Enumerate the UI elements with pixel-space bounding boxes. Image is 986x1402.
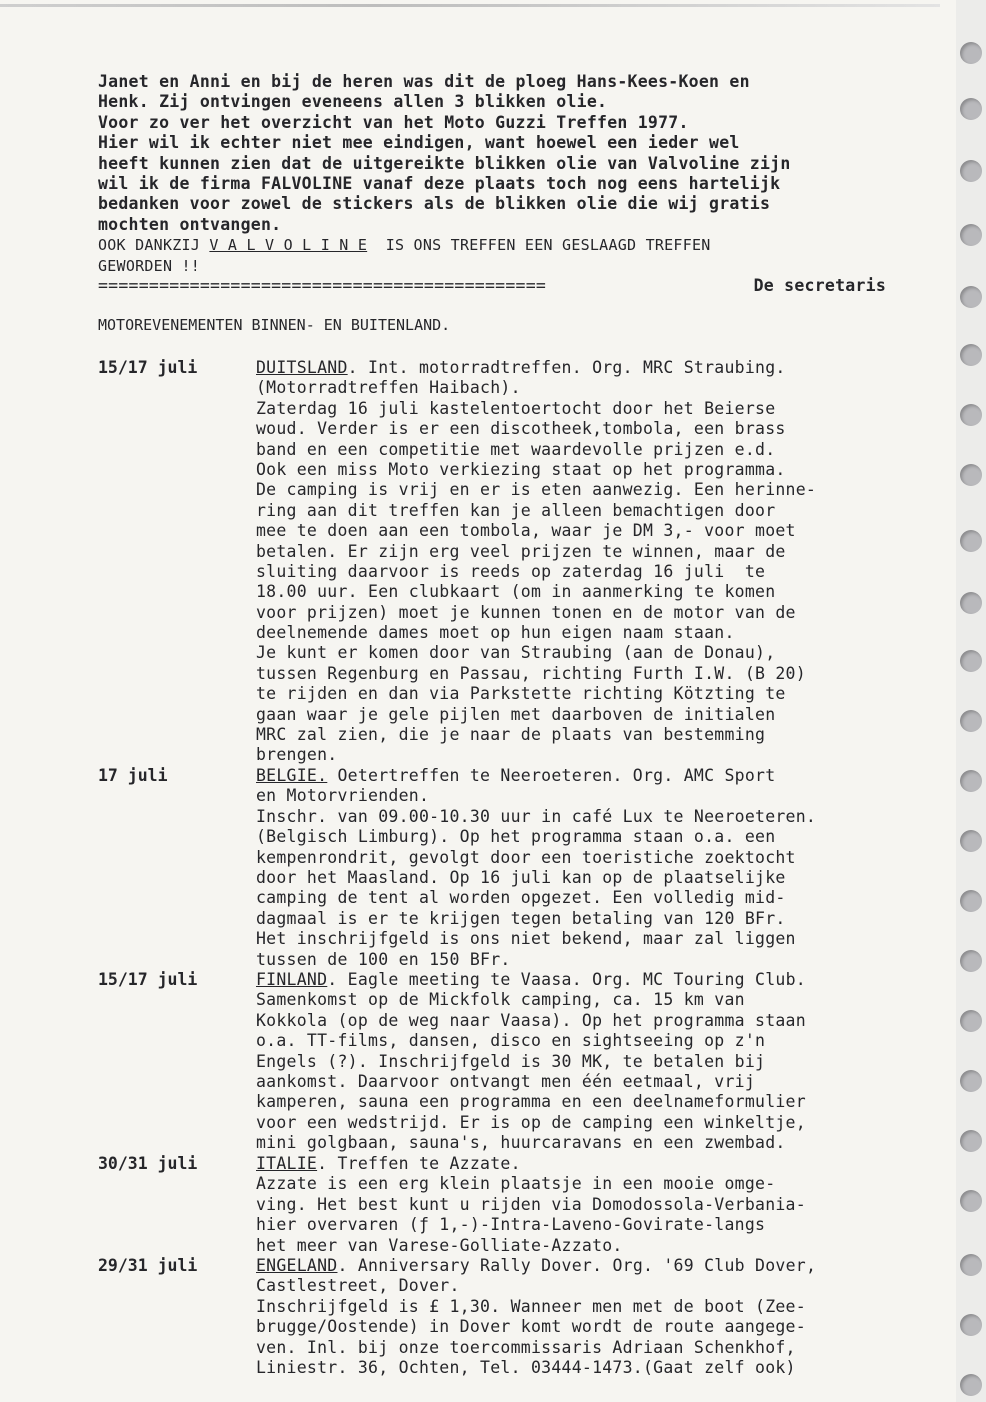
event-line: Je kunt er komen door van Straubing (aan de Donau), — [256, 643, 776, 663]
event-line: sluiting daarvoor is reeds op zaterdag 16 juli te — [256, 561, 766, 581]
intro-line: mochten ontvangen. — [98, 214, 282, 234]
event-line: mee te doen aan een tombola, waar je DM 3,- voor moet — [256, 521, 796, 541]
event-body — [256, 766, 956, 970]
binder-hole-icon — [960, 98, 982, 120]
event-line: hier overvaren (ƒ 1,-)-Intra-Laveno-Govirate-langs — [256, 1215, 766, 1235]
event-line: . Treffen te Azzate. — [317, 1154, 521, 1173]
event-line: . Eagle meeting te Vaasa. Org. MC Touring Club. — [327, 970, 806, 989]
binder-hole-icon — [960, 224, 982, 246]
event-line: ven. Inl. bij onze toercommissaris Adriaan Schenkhof, — [256, 1337, 796, 1357]
event-line: o.a. TT-films, dansen, disco en sightseeing op z'n — [256, 1031, 766, 1051]
event-line: Kokkola (op de weg naar Vaasa). Op het programma staan — [256, 1010, 806, 1030]
binder-hole-icon — [960, 160, 982, 182]
binder-hole-icon — [960, 530, 982, 552]
binder-hole-icon — [960, 344, 982, 366]
event-body — [256, 970, 956, 1154]
event-line: (Belgisch Limburg). Op het programma staan o.a. een — [256, 827, 776, 847]
event-body — [256, 358, 956, 766]
event-line: deelnemende dames moet op hun eigen naam staan. — [256, 623, 735, 643]
intro-line: bedanken voor zowel de stickers als de blikken olie die wij gratis — [98, 194, 771, 214]
binder-hole-icon — [960, 1190, 982, 1212]
signature: De secretaris — [753, 275, 886, 295]
event-country: DUITSLAND — [256, 358, 348, 377]
event-country: ITALIE — [256, 1154, 318, 1173]
binder-hole-icon — [960, 950, 982, 972]
event-line: Castlestreet, Dover. — [256, 1276, 460, 1296]
binder-hole-icon — [960, 1254, 982, 1276]
event-line: kempenrondrit, gevolgt door een toeristiche zoektocht — [256, 847, 796, 867]
binder-hole-icon — [960, 592, 982, 614]
intro-line: heeft kunnen zien dat de uitgereikte blikken olie van Valvoline zijn — [98, 153, 791, 173]
event-line: Liniestr. 36, Ochten, Tel. 03444-1473.(Gaat zelf ook) — [256, 1357, 796, 1377]
event-line: band en een competitie met waardevolle prijzen e.d. — [256, 439, 776, 459]
event-country: FINLAND — [256, 970, 328, 989]
event-line: Het inschrijfgeld is ons niet bekend, maar zal liggen — [256, 929, 796, 949]
event-line: brugge/Oostende) in Dover komt wordt de route aangege- — [256, 1317, 806, 1337]
event-line: brengen. — [256, 745, 338, 765]
event-line: betalen. Er zijn erg veel prijzen te winnen, maar de — [256, 541, 786, 561]
event-line: tussen Regenburg en Passau, richting Furth I.W. (B 20) — [256, 663, 806, 683]
binder-hole-icon — [960, 710, 982, 732]
divider-row — [98, 276, 948, 296]
event-line: voor een wedstrijd. Er is op de camping een winkeltje, — [256, 1112, 806, 1132]
event-line: Inschr. van 09.00-10.30 uur in café Lux te Neeroeteren. — [256, 806, 817, 826]
event-line: door het Maasland. Op 16 juli kan op de plaatselijke — [256, 867, 786, 887]
event-line: camping de tent al worden opgezet. Een volledig mid- — [256, 888, 786, 908]
event-country: BELGIE. — [256, 766, 328, 785]
event-body — [256, 1256, 956, 1378]
event-line: woud. Verder is er een discotheek,tombola, een brass — [256, 419, 786, 439]
event-line: mini golgbaan, sauna's, huurcaravans en een zwembad. — [256, 1133, 786, 1153]
event-line: ring aan dit treffen kan je alleen bemachtigen door — [256, 500, 776, 520]
thanks-line — [98, 235, 948, 255]
binder-hole-icon — [960, 1070, 982, 1092]
event-line: te rijden en dan via Parkstette richting Kötzting te — [256, 684, 786, 704]
event-line: het meer van Varese-Golliate-Azzato. — [256, 1235, 623, 1255]
event-line: ving. Het best kunt u rijden via Domodossola-Verbania- — [256, 1194, 806, 1214]
event-line: tussen de 100 en 150 BFr. — [256, 949, 511, 969]
event-line: Inschrijfgeld is £ 1,30. Wanneer men met de boot (Zee- — [256, 1296, 806, 1316]
intro-line: wil ik de firma FALVOLINE vanaf deze plaats toch nog eens hartelijk — [98, 173, 781, 193]
intro-paragraph — [98, 72, 948, 296]
event-line: . Anniversary Rally Dover. Org. '69 Club Dover, — [337, 1256, 817, 1275]
binder-hole-icon — [960, 1314, 982, 1336]
event-date: 30/31 juli — [98, 1154, 198, 1173]
event-body — [256, 1154, 956, 1256]
binder-hole-icon — [960, 1374, 982, 1396]
event-date: 15/17 juli — [98, 970, 198, 989]
event-line: Azzate is een erg klein plaatsje in een mooie omge- — [256, 1174, 776, 1194]
event-line: en Motorvrienden. — [256, 786, 430, 806]
event-line: voor prijzen) moet je kunnen tonen en de motor van de — [256, 602, 796, 622]
thanks-suffix: IS ONS TREFFEN EEN GESLAAGD TREFFEN — [367, 236, 711, 255]
event-line: aankomst. Daarvoor ontvangt men één eetmaal, vrij — [256, 1071, 756, 1091]
binder-holes-strip — [956, 0, 986, 1402]
thanks-line-2: GEWORDEN !! — [98, 256, 201, 275]
binder-hole-icon — [960, 404, 982, 426]
event-line: 18.00 uur. Een clubkaart (om in aanmerking te komen — [256, 582, 776, 602]
brand-name: V A L V O L I N E — [209, 236, 368, 255]
event-line: (Motorradtreffen Haibach). — [256, 378, 521, 398]
binder-hole-icon — [960, 464, 982, 486]
event-line: kamperen, sauna een programma en een deelnameformulier — [256, 1092, 806, 1112]
binder-hole-icon — [960, 770, 982, 792]
event-line: Oetertreffen te Neeroeteren. Org. AMC Sport — [327, 766, 776, 785]
event-line: Zaterdag 16 juli kastelentoertocht door het Beierse — [256, 398, 776, 418]
section-title: MOTOREVENEMENTEN BINNEN- EN BUITENLAND. — [98, 316, 451, 334]
intro-line: Voor zo ver het overzicht van het Moto Guzzi Treffen 1977. — [98, 112, 689, 132]
binder-hole-icon — [960, 1010, 982, 1032]
event-line: . Int. motorradtreffen. Org. MRC Straubing. — [347, 358, 786, 377]
event-line: Ook een miss Moto verkiezing staat op het programma. — [256, 459, 786, 479]
top-edge-line — [0, 4, 940, 7]
event-country: ENGELAND — [256, 1256, 338, 1275]
binder-hole-icon — [960, 1130, 982, 1152]
event-date: 29/31 juli — [98, 1256, 198, 1275]
event-line: gaan waar je gele pijlen met daarboven de initialen — [256, 704, 776, 724]
event-date: 17 juli — [98, 766, 168, 785]
binder-hole-icon — [960, 286, 982, 308]
binder-hole-icon — [960, 890, 982, 912]
divider: ============================================ — [98, 275, 547, 295]
binder-hole-icon — [960, 830, 982, 852]
event-line: dagmaal is er te krijgen tegen betaling van 120 BFr. — [256, 908, 786, 928]
event-date: 15/17 juli — [98, 358, 198, 377]
event-line: Samenkomst op de Mickfolk camping, ca. 15 km van — [256, 990, 745, 1010]
event-line: Engels (?). Inschrijfgeld is 30 MK, te betalen bij — [256, 1051, 766, 1071]
intro-line: Janet en Anni en bij de heren was dit de ploeg Hans-Kees-Koen en — [98, 72, 750, 91]
event-line: De camping is vrij en er is eten aanwezig. Een herinne- — [256, 480, 817, 500]
event-line: MRC zal zien, die je naar de plaats van bestemming — [256, 725, 766, 745]
binder-hole-icon — [960, 650, 982, 672]
thanks-prefix: OOK DANKZIJ — [98, 236, 210, 255]
intro-line: Hier wil ik echter niet mee eindigen, want hoewel een ieder wel — [98, 133, 740, 153]
intro-line: Henk. Zij ontvingen eveneens allen 3 blikken olie. — [98, 92, 608, 112]
binder-hole-icon — [960, 42, 982, 64]
